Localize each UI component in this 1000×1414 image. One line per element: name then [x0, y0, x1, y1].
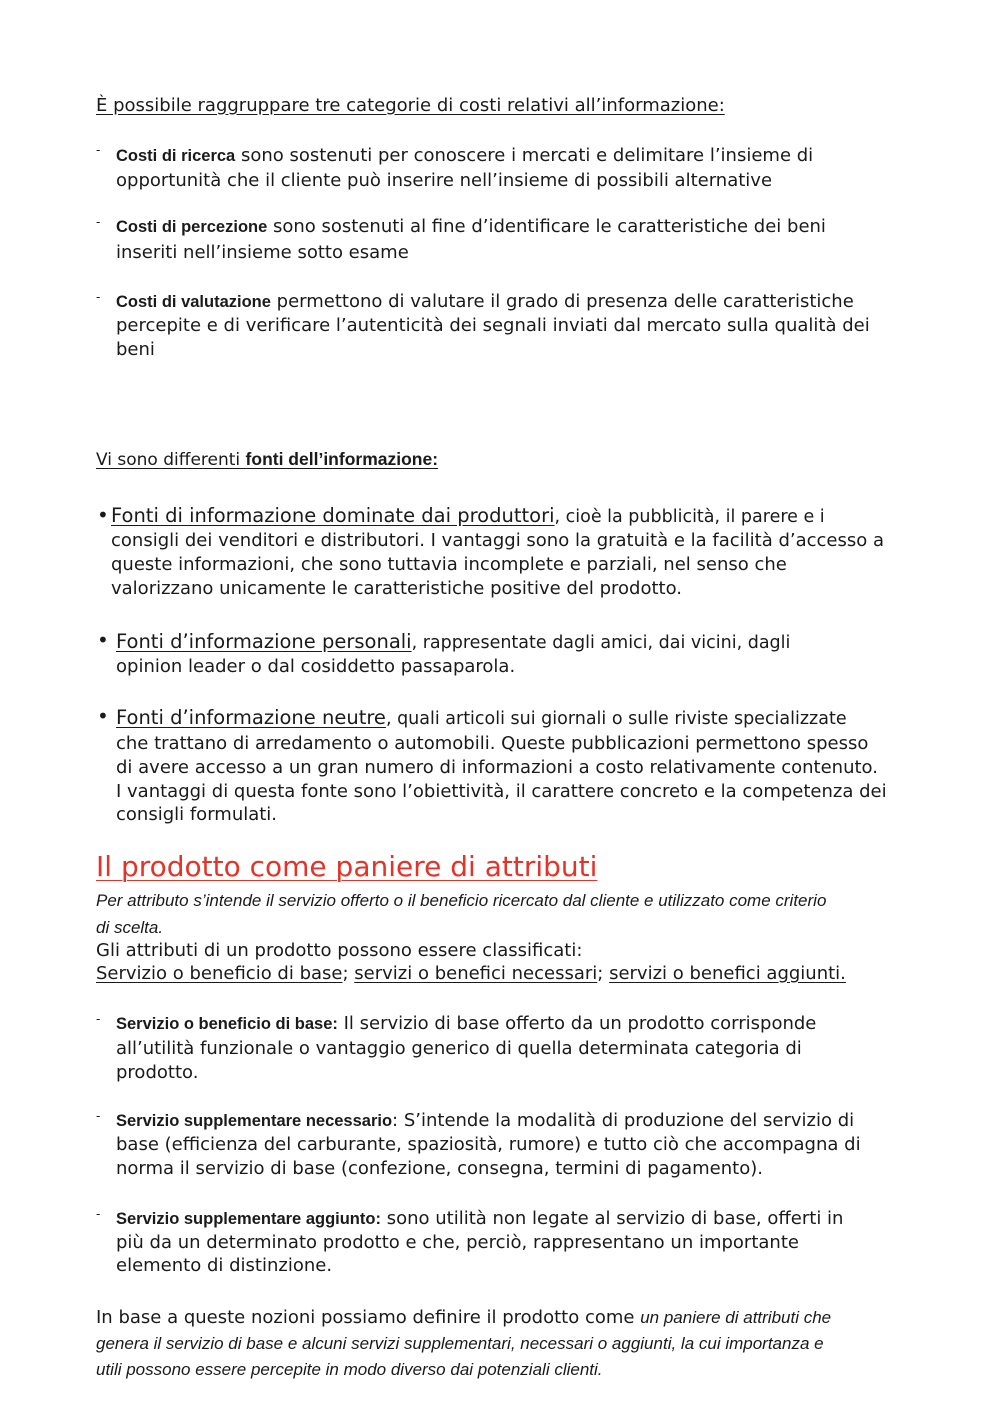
item-text: più da un determinato prodotto e che, perciò, rappresentano un importante — [116, 1232, 799, 1253]
sources-heading-bold: fonti dell’informazione: — [245, 449, 439, 469]
classification-intro: Gli attributi di un prodotto possono essere classificati: — [96, 940, 583, 961]
separator: ; — [342, 963, 355, 984]
class-necessary: servizi o benefici necessari — [354, 963, 598, 984]
source-text: consigli formulati. — [116, 804, 278, 825]
conclusion-prefix: In base a queste nozioni possiamo definire il prodotto come — [96, 1307, 641, 1328]
dash-bullet: - — [96, 1109, 101, 1123]
conclusion-italic: utili possono essere percepite in modo diverso dai potenziali clienti. — [96, 1360, 603, 1379]
list-item — [116, 144, 813, 169]
dot-bullet: • — [97, 503, 109, 527]
sources-heading — [96, 447, 438, 472]
source-text: che trattano di arredamento o automobili. Queste pubblicazioni permettono spesso — [116, 733, 869, 754]
dash-bullet: - — [96, 143, 101, 157]
item-text: sono sostenuti al fine d’identificare le caratteristiche dei beni — [267, 216, 826, 237]
dash-bullet: - — [96, 215, 101, 229]
dash-bullet: - — [96, 290, 101, 304]
classification-list — [96, 962, 846, 987]
source-title: Fonti d’informazione personali — [116, 630, 412, 653]
source-text: , rappresentate dagli amici, dai vicini, dagli — [411, 633, 791, 653]
source-text: I vantaggi di questa fonte sono l’obiettività, il carattere concreto e la competenza dei — [116, 781, 887, 802]
class-added: servizi o benefici aggiunti. — [609, 963, 846, 984]
dash-bullet: - — [96, 1012, 101, 1026]
costs-heading: È possibile raggruppare tre categorie di costi relativi all’informazione: — [96, 95, 725, 116]
source-text: , cioè la pubblicità, il parere e i — [554, 507, 825, 527]
source-text: di avere accesso a un gran numero di informazioni a costo relativamente contenuto. — [116, 757, 878, 778]
source-text: consigli dei venditori e distributori. I vantaggi sono la gratuità e la facilità d’accesso a — [111, 530, 885, 551]
item-text: base (efficienza del carburante, spaziosità, rumore) e tutto ciò che accompagna di — [116, 1134, 861, 1155]
source-text: valorizzano unicamente le caratteristiche positive del prodotto. — [111, 578, 683, 599]
source-text: , quali articoli sui giornali o sulle riviste specializzate — [385, 709, 847, 729]
conclusion-line — [96, 1305, 831, 1330]
attribute-definition: di scelta. — [96, 918, 164, 937]
list-item — [116, 290, 854, 315]
item-term: Servizio supplementare aggiunto: — [116, 1210, 381, 1228]
item-term: Costi di percezione — [116, 218, 268, 236]
conclusion-italic: genera il servizio di base e alcuni servizi supplementari, necessari o aggiunti, la cui importanza e — [96, 1334, 824, 1353]
list-item — [116, 629, 790, 656]
list-item — [116, 1207, 843, 1232]
source-text: opinion leader o dal cosiddetto passaparola. — [116, 656, 516, 677]
item-text: sono utilità non legate al servizio di base, offerti in — [380, 1208, 844, 1229]
separator: ; — [597, 963, 610, 984]
item-text: norma il servizio di base (confezione, consegna, termini di pagamento). — [116, 1158, 763, 1179]
attribute-definition: Per attributo s’intende il servizio offerto o il beneficio ricercato dal cliente e utilizzato come criterio — [96, 891, 827, 910]
list-item — [116, 1012, 816, 1037]
dot-bullet: • — [97, 704, 109, 728]
item-text: : S’intende la modalità di produzione del servizio di — [392, 1110, 855, 1131]
item-text: sono sostenuti per conoscere i mercati e delimitare l’insieme di — [235, 145, 814, 166]
item-text: Il servizio di base offerto da un prodotto corrisponde — [337, 1013, 817, 1034]
item-term: Servizio o beneficio di base: — [116, 1015, 338, 1033]
list-item — [116, 705, 847, 732]
section-title: Il prodotto come paniere di attributi — [96, 850, 598, 883]
item-text: elemento di distinzione. — [116, 1255, 333, 1276]
item-text: percepite e di verificare l’autenticità dei segnali inviati dal mercato sulla qualità dei — [116, 315, 870, 336]
item-text: permettono di valutare il grado di presenza delle caratteristiche — [270, 291, 854, 312]
item-text: inseriti nell’insieme sotto esame — [116, 242, 409, 263]
conclusion-italic: un paniere di attributi che — [640, 1308, 832, 1327]
class-base: Servizio o beneficio di base — [96, 963, 343, 984]
dash-bullet: - — [96, 1207, 101, 1221]
item-text: beni — [116, 339, 155, 360]
list-item — [116, 215, 826, 240]
item-term: Servizio supplementare necessario — [116, 1112, 393, 1130]
source-title: Fonti di informazione dominate dai produttori — [111, 504, 555, 527]
sources-heading-prefix: Vi sono differenti — [96, 450, 246, 470]
item-text: prodotto. — [116, 1062, 199, 1083]
source-title: Fonti d’informazione neutre — [116, 706, 386, 729]
item-term: Costi di valutazione — [116, 293, 271, 311]
item-text: all’utilità funzionale o vantaggio generico di quella determinata categoria di — [116, 1038, 802, 1059]
item-text: opportunità che il cliente può inserire nell’insieme di possibili alternative — [116, 170, 773, 191]
dot-bullet: • — [97, 628, 109, 652]
source-text: queste informazioni, che sono tuttavia incomplete e parziali, nel senso che — [111, 554, 787, 575]
list-item — [111, 503, 825, 530]
item-term: Costi di ricerca — [116, 147, 236, 165]
list-item — [116, 1109, 854, 1134]
